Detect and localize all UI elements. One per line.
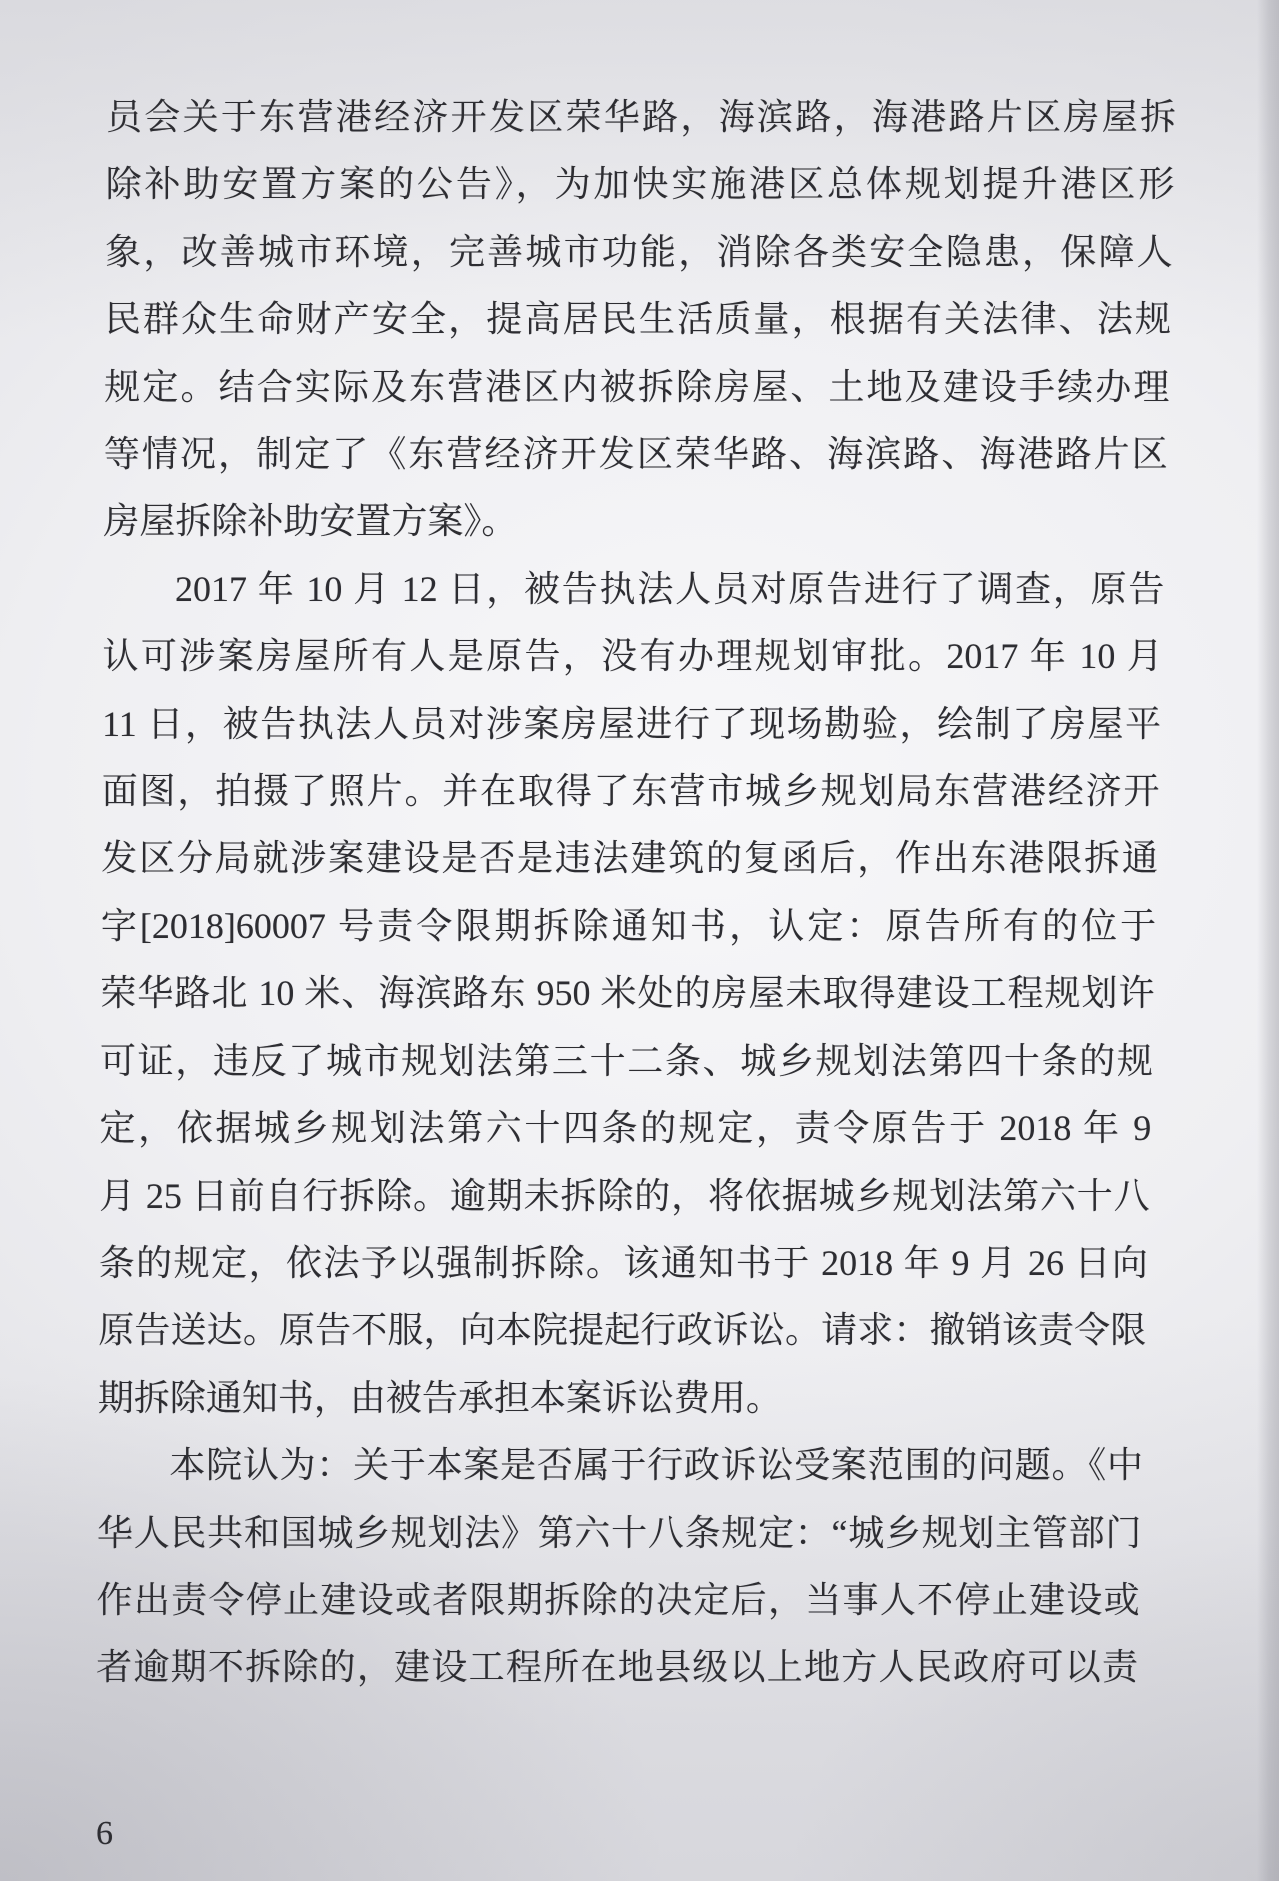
text-line: 者逾期不拆除的，建设工程所在地县级以上地方人民政府可以责: [96, 1647, 1139, 1688]
text-line: 期拆除通知书，由被告承担本案诉讼费用。: [97, 1377, 782, 1418]
text-line: 定，依据城乡规划法第六十四条的规定，责令原告于 2018 年 9: [99, 1108, 1152, 1149]
text-line: 象，改善城市环境，完善城市功能，消除各类安全隐患，保障人: [105, 231, 1173, 272]
text-line: 面图，拍摄了照片。并在取得了东营市城乡规划局东营港经济开: [101, 771, 1160, 812]
text-line: 荣华路北 10 米、海滨路东 950 米处的房屋未取得建设工程规划许: [100, 973, 1155, 1014]
text-line: 原告送达。原告不服，向本院提起行政诉讼。请求：撤销该责令限: [98, 1310, 1147, 1351]
text-line: 发区分局就涉案建设是否是违法建筑的复函后，作出东港限拆通: [101, 838, 1158, 879]
paragraph: [0, 1432, 1279, 1702]
text-line: 等情况，制定了《东营经济开发区荣华路、海滨路、海港路片区: [103, 434, 1168, 475]
paragraph: [0, 556, 1279, 1432]
text-line: 字[2018]60007 号责令限期拆除通知书，认定：原告所有的位于: [100, 905, 1157, 946]
text-line: 11 日，被告执法人员对涉案房屋进行了现场勘验，绘制了房屋平: [102, 703, 1162, 744]
text-line: 员会关于东营港经济开发区荣华路，海滨路，海港路片区房屋拆: [106, 97, 1176, 137]
body-text: [0, 84, 1279, 1702]
text-line: 2017 年 10 月 12 日，被告执法人员对原告进行了调查，原告: [174, 568, 1165, 609]
text-line: 房屋拆除补助安置方案》。: [103, 501, 518, 542]
paragraph: [0, 84, 1279, 556]
text-line: 可证，违反了城市规划法第三十二条、城乡规划法第四十条的规: [99, 1040, 1153, 1081]
text-line: 认可涉案房屋所有人是原告，没有办理规划审批。2017 年 10 月: [102, 636, 1163, 677]
text-line: 条的规定，依法予以强制拆除。该通知书于 2018 年 9 月 26 日向: [98, 1242, 1148, 1283]
text-line: 作出责令停止建设或者限期拆除的决定后，当事人不停止建设或: [96, 1579, 1140, 1620]
text-line: 华人民共和国城乡规划法》第六十八条规定：“城乡规划主管部门: [96, 1512, 1142, 1553]
text-line: 民群众生命财产安全，提高居民生活质量，根据有关法律、法规: [104, 299, 1172, 340]
page-number: 6: [96, 1815, 113, 1852]
text-line: 月 25 日前自行拆除。逾期未拆除的，将依据城乡规划法第六十八: [99, 1175, 1150, 1216]
text-line: 规定。结合实际及东营港区内被拆除房屋、土地及建设手续办理: [104, 366, 1170, 407]
text-line: 本院认为：关于本案是否属于行政诉讼受案范围的问题。《中: [169, 1445, 1143, 1486]
text-line: 除补助安置方案的公告》，为加快实施港区总体规划提升港区形: [105, 164, 1175, 205]
